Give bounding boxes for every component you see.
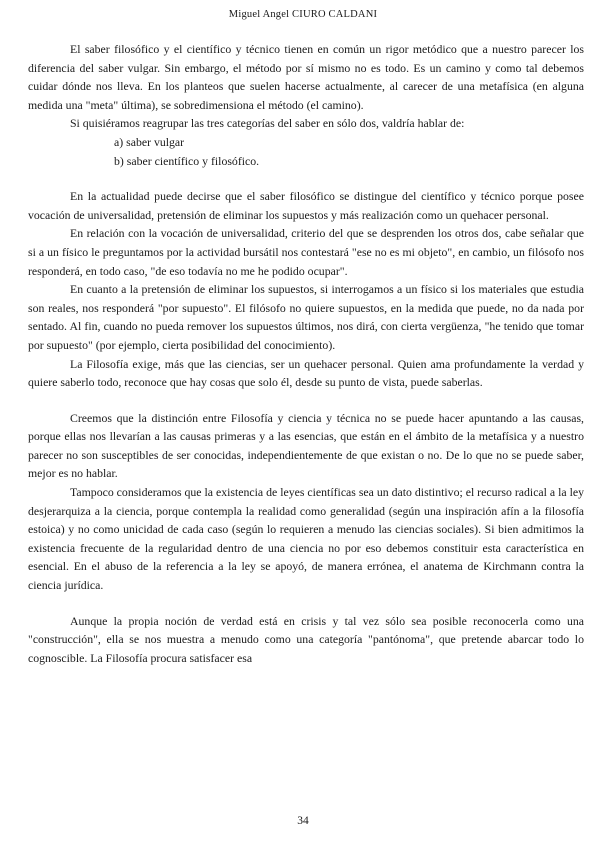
paragraph: El saber filosófico y el científico y técnico tienen en común un rigor metódico que a nuestro parecer los diferencia del saber vulgar. Sin embargo, el método por sí mismo no es todo. Es un camino y como tal debemos cuidar dónde nos lleva. En los planteos que suelen hacerse actualmente, al carecer de una metafísica (en alguna medida una "meta" última), se sobredimensiona el método (el camino). bbox=[28, 42, 584, 112]
paragraph: Aunque la propia noción de verdad está en crisis y tal vez sólo sea posible reconocerla como una "construcción", ella se nos muestra a menudo como una categoría "pantónoma", que pretende abarcar todo lo cognoscible. La Filosofía procura satisfacer esa bbox=[28, 613, 584, 665]
paragraph: En cuanto a la pretensión de eliminar los supuestos, si interrogamos a un físico si los materiales que estudia son reales, nos responderá "por supuesto". El filósofo no quiere supuestos, en la medida que puede, no da nada por sentado. Al fin, cuando no pueda remover los supuestos últimos, nos dirá, con cierta vergüenza, "he tenido que tomar por supuesto" (por ejemplo, cierta posibilidad del conocimiento). bbox=[28, 282, 584, 352]
page-number: 34 bbox=[297, 815, 309, 827]
paragraph: Tampoco consideramos que la existencia de leyes científicas sea un dato distintivo; el recurso radical a la ley desjerarquiza a la ciencia, porque contempla la realidad como generalidad (según una inspiración afín a la filosofía estoica) y no como unicidad de cada caso (según lo requieren a menudo las ciencias sociales). Si bien admitimos la existencia frecuente de la regularidad dentro de una ciencia no por eso debemos constituir esta característica en esencial. En el abuso de la referencia a la ley se apoyó, de manera errónea, el anatema de Kirchmann contra la ciencia jurídica. bbox=[28, 485, 584, 593]
list-item: b) saber científico y filosófico. bbox=[114, 153, 260, 168]
running-head: Miguel Angel CIURO CALDANI bbox=[228, 9, 378, 20]
paragraph: En la actualidad puede decirse que el saber filosófico se distingue del científico y técnico porque posee vocación de universalidad, pretensión de eliminar los supuestos y más realización como un quehacer personal. bbox=[28, 189, 584, 222]
paragraph: En relación con la vocación de universalidad, criterio del que se desprenden los otros dos, cabe señalar que si a un físico le preguntamos por la actividad bursátil nos contestará "ese no es mi objeto", en cambio, un filósofo nos responderá, en todo caso, "de eso todavía no me he podido ocupar". bbox=[28, 226, 584, 278]
paragraph: Si quisiéramos reagrupar las tres categorías del saber en sólo dos, valdría hablar de: bbox=[70, 116, 465, 131]
page-body bbox=[28, 40, 584, 667]
paragraph: Creemos que la distinción entre Filosofía y ciencia y técnica no se puede hacer apuntando a las causas, porque ellas nos llevarían a las causas primeras y a las esencias, que están en el ámbito de la metafísica y a nuestro parecer no son susceptibles de ser conocidas, independientemente de que existan o no. De lo que no se puede saber, mejor es no hablar. bbox=[28, 410, 584, 481]
paragraph: La Filosofía exige, más que las ciencias, ser un quehacer personal. Quien ama profundamente la verdad y quiere saberlo todo, reconoce que hay cosas que solo él, desde su punto de vista, puede saberlas. bbox=[28, 356, 584, 390]
list-item: a) saber vulgar bbox=[114, 134, 185, 149]
